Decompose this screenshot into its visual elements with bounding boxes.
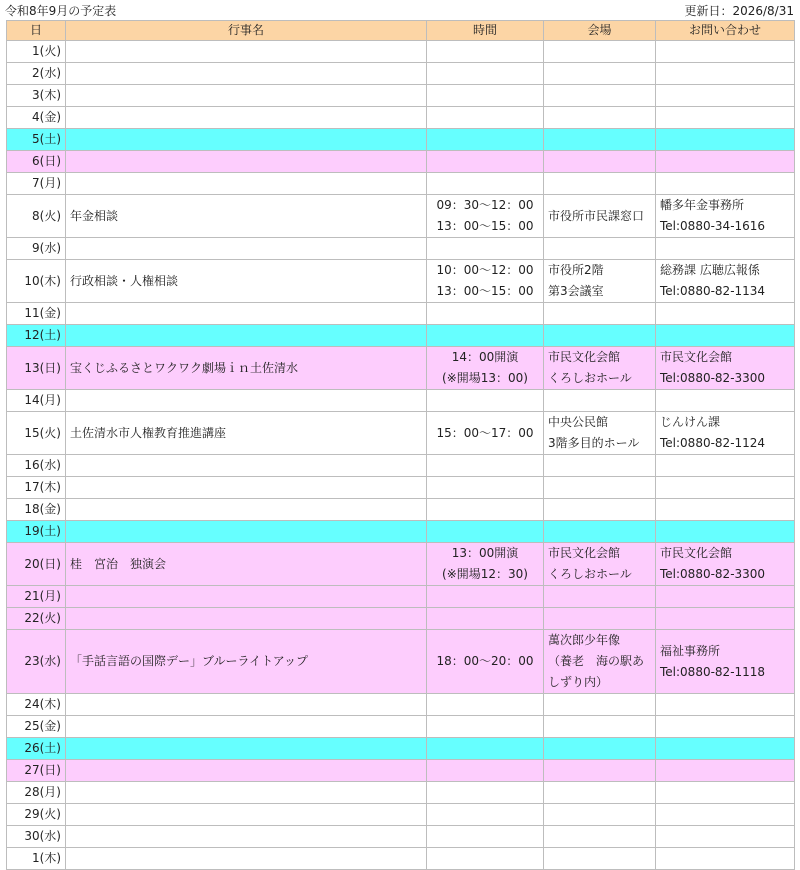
contact-cell <box>656 738 795 760</box>
time-cell <box>427 129 544 151</box>
venue-cell <box>544 325 656 347</box>
day-cell: 8(火) <box>7 195 66 238</box>
day-cell: 19(土) <box>7 521 66 543</box>
table-row <box>7 477 795 499</box>
time-cell <box>427 195 544 238</box>
table-row <box>7 586 795 608</box>
day-cell: 14(月) <box>7 390 66 412</box>
page-title: 令和8年9月の予定表 <box>5 4 117 18</box>
venue-cell <box>544 238 656 260</box>
contact-cell <box>656 630 795 694</box>
contact-cell-line: 総務課 広聴広報係 <box>660 263 760 277</box>
contact-cell-line: 福祉事務所 <box>660 643 721 658</box>
time-cell-line: 13：00開演 <box>451 546 519 560</box>
table-row <box>7 129 795 151</box>
day-cell: 11(金) <box>7 303 66 325</box>
venue-cell <box>544 586 656 608</box>
event-cell <box>66 455 427 477</box>
event-cell <box>66 760 427 782</box>
time-cell <box>427 826 544 848</box>
venue-cell <box>544 782 656 804</box>
event-cell <box>66 390 427 412</box>
table-row <box>7 347 795 390</box>
event-cell <box>66 303 427 325</box>
event-cell <box>66 107 427 129</box>
time-cell <box>427 738 544 760</box>
contact-cell <box>656 521 795 543</box>
column-header-day: 日 <box>7 21 66 41</box>
time-cell-line: (※開場12：30) <box>442 567 528 581</box>
contact-cell <box>656 151 795 173</box>
day-cell: 12(土) <box>7 325 66 347</box>
contact-cell-line: 市民文化会館 <box>660 350 733 364</box>
venue-cell <box>544 85 656 107</box>
time-cell <box>427 107 544 129</box>
table-row <box>7 499 795 521</box>
contact-cell <box>656 129 795 151</box>
table-row <box>7 694 795 716</box>
time-cell <box>427 630 544 694</box>
event-cell <box>66 41 427 63</box>
venue-cell-line: 市役所市民課窓口 <box>548 208 645 223</box>
contact-cell <box>656 412 795 455</box>
time-cell <box>427 41 544 63</box>
venue-cell-line: 萬次郎少年像 <box>548 633 621 647</box>
event-cell <box>66 129 427 151</box>
venue-cell-line: 市民文化会館 <box>548 546 621 560</box>
event-cell <box>66 477 427 499</box>
venue-cell <box>544 412 656 455</box>
time-cell-line: (※開場13：00) <box>442 371 528 385</box>
contact-cell <box>656 195 795 238</box>
event-cell <box>66 848 427 870</box>
contact-cell <box>656 260 795 303</box>
day-cell: 29(火) <box>7 804 66 826</box>
event-cell: 土佐清水市人権教育推進講座 <box>66 412 427 455</box>
venue-cell-line: 3階多目的ホール <box>548 436 640 450</box>
table-row <box>7 630 795 694</box>
event-cell <box>66 521 427 543</box>
time-cell <box>427 782 544 804</box>
event-cell: 年金相談 <box>66 195 427 238</box>
day-cell: 27(日) <box>7 760 66 782</box>
venue-cell <box>544 390 656 412</box>
time-cell <box>427 63 544 85</box>
event-cell: 行政相談・人権相談 <box>66 260 427 303</box>
table-row <box>7 63 795 85</box>
event-cell <box>66 173 427 195</box>
venue-cell <box>544 260 656 303</box>
venue-cell-line: くろしおホール <box>548 567 632 581</box>
venue-cell <box>544 173 656 195</box>
event-cell <box>66 826 427 848</box>
venue-cell <box>544 716 656 738</box>
event-cell <box>66 85 427 107</box>
contact-cell-line: 市民文化会館 <box>660 546 733 560</box>
venue-cell <box>544 63 656 85</box>
time-cell <box>427 716 544 738</box>
time-cell <box>427 238 544 260</box>
day-cell: 2(水) <box>7 63 66 85</box>
contact-cell <box>656 455 795 477</box>
contact-cell-line: Tel:0880-82-3300 <box>660 371 766 385</box>
day-cell: 20(日) <box>7 543 66 586</box>
table-row <box>7 543 795 586</box>
contact-cell <box>656 85 795 107</box>
venue-cell <box>544 738 656 760</box>
time-cell <box>427 543 544 586</box>
table-row <box>7 716 795 738</box>
venue-cell-line: 市役所2階 <box>548 263 604 277</box>
table-row <box>7 390 795 412</box>
contact-cell <box>656 173 795 195</box>
event-cell <box>66 782 427 804</box>
table-row <box>7 782 795 804</box>
table-row <box>7 521 795 543</box>
day-cell: 6(日) <box>7 151 66 173</box>
table-row <box>7 260 795 303</box>
contact-cell-line: じんけん課 <box>660 415 721 429</box>
event-cell <box>66 238 427 260</box>
table-row <box>7 804 795 826</box>
time-cell <box>427 347 544 390</box>
table-row <box>7 195 795 238</box>
table-row <box>7 238 795 260</box>
time-cell-line: 09：30～12：00 <box>436 198 534 212</box>
contact-cell <box>656 325 795 347</box>
day-cell: 1(木) <box>7 848 66 870</box>
venue-cell <box>544 543 656 586</box>
contact-cell <box>656 716 795 738</box>
venue-cell <box>544 608 656 630</box>
venue-cell <box>544 107 656 129</box>
day-cell: 25(金) <box>7 716 66 738</box>
venue-cell <box>544 521 656 543</box>
contact-cell <box>656 477 795 499</box>
contact-cell <box>656 608 795 630</box>
contact-cell <box>656 586 795 608</box>
venue-cell <box>544 848 656 870</box>
table-row <box>7 412 795 455</box>
event-cell <box>66 716 427 738</box>
schedule-table <box>6 20 795 870</box>
table-row <box>7 85 795 107</box>
time-cell <box>427 848 544 870</box>
time-cell <box>427 608 544 630</box>
venue-cell <box>544 477 656 499</box>
time-cell <box>427 260 544 303</box>
event-cell: 桂 宮治 独演会 <box>66 543 427 586</box>
day-cell: 10(木) <box>7 260 66 303</box>
table-row <box>7 325 795 347</box>
time-cell <box>427 325 544 347</box>
venue-cell-line: くろしおホール <box>548 371 632 385</box>
day-cell: 3(木) <box>7 85 66 107</box>
day-cell: 4(金) <box>7 107 66 129</box>
time-cell <box>427 521 544 543</box>
time-cell <box>427 586 544 608</box>
venue-cell-line: 第3会議室 <box>548 284 604 298</box>
table-header-row <box>7 21 795 41</box>
contact-cell <box>656 543 795 586</box>
contact-cell <box>656 694 795 716</box>
venue-cell <box>544 804 656 826</box>
table-row <box>7 608 795 630</box>
venue-cell <box>544 826 656 848</box>
column-header-venue: 会場 <box>544 21 656 41</box>
time-cell <box>427 173 544 195</box>
contact-cell-line: Tel:0880-82-1118 <box>660 664 766 679</box>
day-cell: 17(木) <box>7 477 66 499</box>
table-row <box>7 173 795 195</box>
venue-cell <box>544 760 656 782</box>
event-cell <box>66 738 427 760</box>
event-cell: 宝くじふるさとワクワク劇場ｉｎ土佐清水 <box>66 347 427 390</box>
contact-cell-line: Tel:0880-34-1616 <box>660 219 766 233</box>
contact-cell-line: Tel:0880-82-1124 <box>660 436 766 450</box>
time-cell <box>427 412 544 455</box>
venue-cell <box>544 41 656 63</box>
column-header-event: 行事名 <box>66 21 427 41</box>
day-cell: 24(木) <box>7 694 66 716</box>
venue-cell <box>544 151 656 173</box>
venue-cell-line: 市民文化会館 <box>548 350 621 364</box>
page-header <box>0 0 800 20</box>
day-cell: 28(月) <box>7 782 66 804</box>
contact-cell <box>656 826 795 848</box>
time-cell <box>427 760 544 782</box>
day-cell: 13(日) <box>7 347 66 390</box>
venue-cell <box>544 303 656 325</box>
table-row <box>7 760 795 782</box>
table-row <box>7 826 795 848</box>
time-cell-line: 13：00～15：00 <box>436 284 534 298</box>
time-cell <box>427 85 544 107</box>
day-cell: 7(月) <box>7 173 66 195</box>
time-cell <box>427 151 544 173</box>
event-cell <box>66 694 427 716</box>
contact-cell-line: 幡多年金事務所 <box>660 198 745 212</box>
contact-cell <box>656 347 795 390</box>
time-cell <box>427 303 544 325</box>
table-row <box>7 848 795 870</box>
table-row <box>7 738 795 760</box>
contact-cell-line: Tel:0880-82-1134 <box>660 284 766 298</box>
contact-cell <box>656 760 795 782</box>
venue-cell <box>544 347 656 390</box>
day-cell: 16(水) <box>7 455 66 477</box>
column-header-time: 時間 <box>427 21 544 41</box>
time-cell <box>427 455 544 477</box>
day-cell: 26(土) <box>7 738 66 760</box>
contact-cell <box>656 804 795 826</box>
time-cell <box>427 499 544 521</box>
venue-cell-line: （養老 海の駅あ <box>548 654 645 668</box>
day-cell: 30(水) <box>7 826 66 848</box>
updated-date: 更新日：2026/8/31 <box>684 4 794 18</box>
event-cell <box>66 151 427 173</box>
time-cell-line: 18：00～20：00 <box>436 654 534 668</box>
time-cell-line: 10：00～12：00 <box>436 263 534 277</box>
contact-cell <box>656 848 795 870</box>
contact-cell <box>656 41 795 63</box>
event-cell <box>66 499 427 521</box>
contact-cell <box>656 63 795 85</box>
time-cell-line: 14：00開演 <box>451 350 519 364</box>
table-row <box>7 303 795 325</box>
time-cell <box>427 804 544 826</box>
contact-cell <box>656 390 795 412</box>
time-cell <box>427 694 544 716</box>
time-cell-line: 13：00～15：00 <box>436 219 534 233</box>
event-cell <box>66 804 427 826</box>
contact-cell <box>656 499 795 521</box>
contact-cell <box>656 107 795 129</box>
time-cell-line: 15：00～17：00 <box>436 425 534 440</box>
venue-cell <box>544 694 656 716</box>
day-cell: 9(水) <box>7 238 66 260</box>
event-cell <box>66 325 427 347</box>
venue-cell <box>544 499 656 521</box>
venue-cell <box>544 129 656 151</box>
contact-cell <box>656 238 795 260</box>
contact-cell-line: Tel:0880-82-3300 <box>660 567 766 581</box>
venue-cell-line: しずり内） <box>548 675 609 689</box>
column-header-contact: お問い合わせ <box>656 21 795 41</box>
venue-cell <box>544 630 656 694</box>
table-row <box>7 41 795 63</box>
table-row <box>7 151 795 173</box>
day-cell: 18(金) <box>7 499 66 521</box>
day-cell: 22(火) <box>7 608 66 630</box>
venue-cell <box>544 455 656 477</box>
table-row <box>7 455 795 477</box>
day-cell: 23(水) <box>7 630 66 694</box>
table-row <box>7 107 795 129</box>
day-cell: 21(月) <box>7 586 66 608</box>
day-cell: 15(火) <box>7 412 66 455</box>
venue-cell-line: 中央公民館 <box>548 415 609 429</box>
event-cell: 「手話言語の国際デー」ブルーライトアップ <box>66 630 427 694</box>
event-cell <box>66 586 427 608</box>
day-cell: 1(火) <box>7 41 66 63</box>
time-cell <box>427 390 544 412</box>
day-cell: 5(土) <box>7 129 66 151</box>
contact-cell <box>656 782 795 804</box>
contact-cell <box>656 303 795 325</box>
event-cell <box>66 608 427 630</box>
event-cell <box>66 63 427 85</box>
venue-cell <box>544 195 656 238</box>
time-cell <box>427 477 544 499</box>
